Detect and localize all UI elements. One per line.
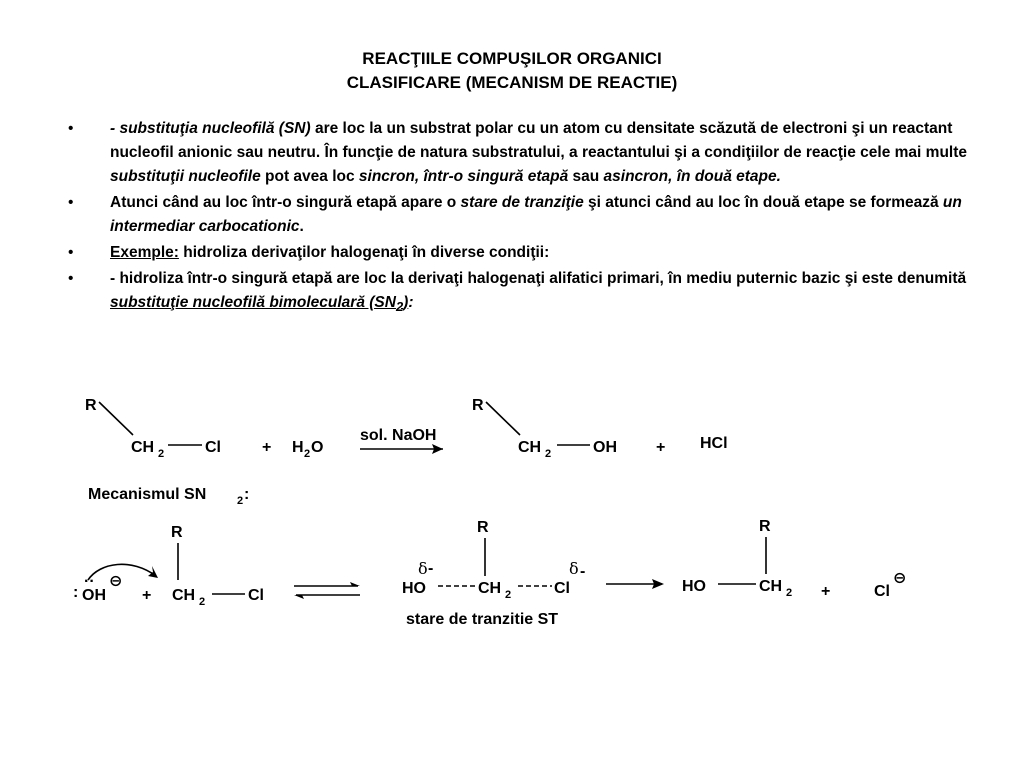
bullet-list <box>68 117 968 321</box>
cl-label: Cl <box>554 580 570 597</box>
underlined-label: Exemple: <box>110 244 179 261</box>
bond-line <box>486 402 520 435</box>
r-group-label: R <box>477 519 489 536</box>
term-sub: 2 <box>395 299 404 315</box>
italic-term: stare de tranziţie <box>460 194 584 211</box>
mechanism-label: Mecanismul SN <box>88 486 207 503</box>
body-text: : <box>408 294 414 311</box>
delta-icon: δ <box>418 559 428 578</box>
r-group-label: R <box>759 518 771 535</box>
oh-label: OH <box>82 587 106 604</box>
term-sn: SN <box>374 294 396 311</box>
cl-label: Cl <box>874 583 890 600</box>
partial-charge: - <box>580 563 586 580</box>
partial-charge: - <box>428 560 434 577</box>
bullet-item <box>68 117 968 189</box>
ch-label: CH <box>172 587 196 604</box>
transition-state <box>402 519 585 628</box>
body-text: . <box>299 218 304 235</box>
h-label: H <box>292 439 304 456</box>
hcl-label: HCl <box>700 435 728 452</box>
bullet-icon: • <box>68 270 74 287</box>
reaction-scheme <box>0 380 1024 650</box>
negative-charge-icon: ⊖ <box>109 573 123 590</box>
negative-charge-icon: ⊖ <box>893 570 907 587</box>
bullet-icon: • <box>68 194 74 211</box>
delta-icon: δ <box>569 559 579 578</box>
italic-term: substituţii nucleofile <box>110 168 261 185</box>
plus-sign: + <box>262 439 272 456</box>
subscript: 2 <box>199 596 206 608</box>
subscript: 2 <box>786 587 793 599</box>
italic-term: - substituţia nucleofilă (SN) <box>110 120 311 137</box>
reaction-condition: sol. NaOH <box>360 427 437 444</box>
subscript: 2 <box>158 448 165 460</box>
plus-sign: + <box>656 439 666 456</box>
cl-label: Cl <box>248 587 264 604</box>
title-line-1: REACŢIILE COMPUŞILOR ORGANICI <box>362 49 662 68</box>
mechanism-products <box>682 518 906 600</box>
slide-title <box>0 47 1024 95</box>
ch-label: CH <box>759 578 783 595</box>
italic-term: sincron, într-o singură etapă <box>358 168 569 185</box>
bullet-item <box>68 241 968 265</box>
subscript: 2 <box>237 495 244 507</box>
r-group-label: R <box>171 524 183 541</box>
ho-label: HO <box>402 580 426 597</box>
equilibrium-arrows <box>294 582 360 599</box>
subscript: 2 <box>505 589 512 601</box>
transition-state-label: stare de tranzitie ST <box>406 611 559 628</box>
body-text: are loc la un substrat polar cu un atom cu densitate scăzută de electroni şi un reactant nucleofil anionic sau neutru. În funcţie de natura substratului, a reactantului şi a condiţiilor de reacţie cele mai multe <box>110 120 967 161</box>
term-text: substituţie nucleofilă bimoleculară ( <box>110 294 375 311</box>
r-group-label: R <box>472 397 484 414</box>
ch-label: CH <box>518 439 542 456</box>
o-label: O <box>311 439 324 456</box>
bullet-item <box>68 267 968 319</box>
bond-line <box>99 402 133 435</box>
term-close: ) <box>403 294 409 311</box>
title-line-2: CLASIFICARE (MECANISM DE REACTIE) <box>346 73 678 92</box>
ch-label: CH <box>131 439 155 456</box>
underlined-term <box>110 294 409 315</box>
italic-term: un intermediar carbocationic <box>110 194 962 235</box>
oh-label: OH <box>593 439 617 456</box>
lone-pair-dots: ·· <box>84 573 95 590</box>
overall-reaction <box>85 397 728 460</box>
r-group-label: R <box>85 397 97 414</box>
colon: : <box>244 486 250 503</box>
body-text: hidroliza derivaţilor halogenaţi în diverse condiţii: <box>178 244 550 261</box>
italic-term: asincron, în două etape. <box>603 168 781 185</box>
body-text: sau <box>568 168 604 185</box>
lone-pair-colon: : <box>73 584 79 601</box>
ch-label: CH <box>478 580 502 597</box>
bullet-item <box>68 191 968 239</box>
plus-sign: + <box>821 583 831 600</box>
body-text: şi atunci când au loc în două etape se formează <box>583 194 943 211</box>
subscript: 2 <box>304 448 311 460</box>
plus-sign: + <box>142 587 152 604</box>
cl-label: Cl <box>205 439 221 456</box>
body-text: - hidroliza într-o singură etapă are loc la derivaţi halogenaţi alifatici primari, în mediu puternic bazic şi este denumită <box>110 270 967 287</box>
body-text: pot avea loc <box>260 168 359 185</box>
body-text: Atunci când au loc într-o singură etapă apare o <box>110 194 461 211</box>
mechanism-reactants <box>73 524 264 608</box>
bullet-icon: • <box>68 244 74 261</box>
bullet-icon: • <box>68 120 74 137</box>
ho-label: HO <box>682 578 706 595</box>
subscript: 2 <box>545 448 552 460</box>
